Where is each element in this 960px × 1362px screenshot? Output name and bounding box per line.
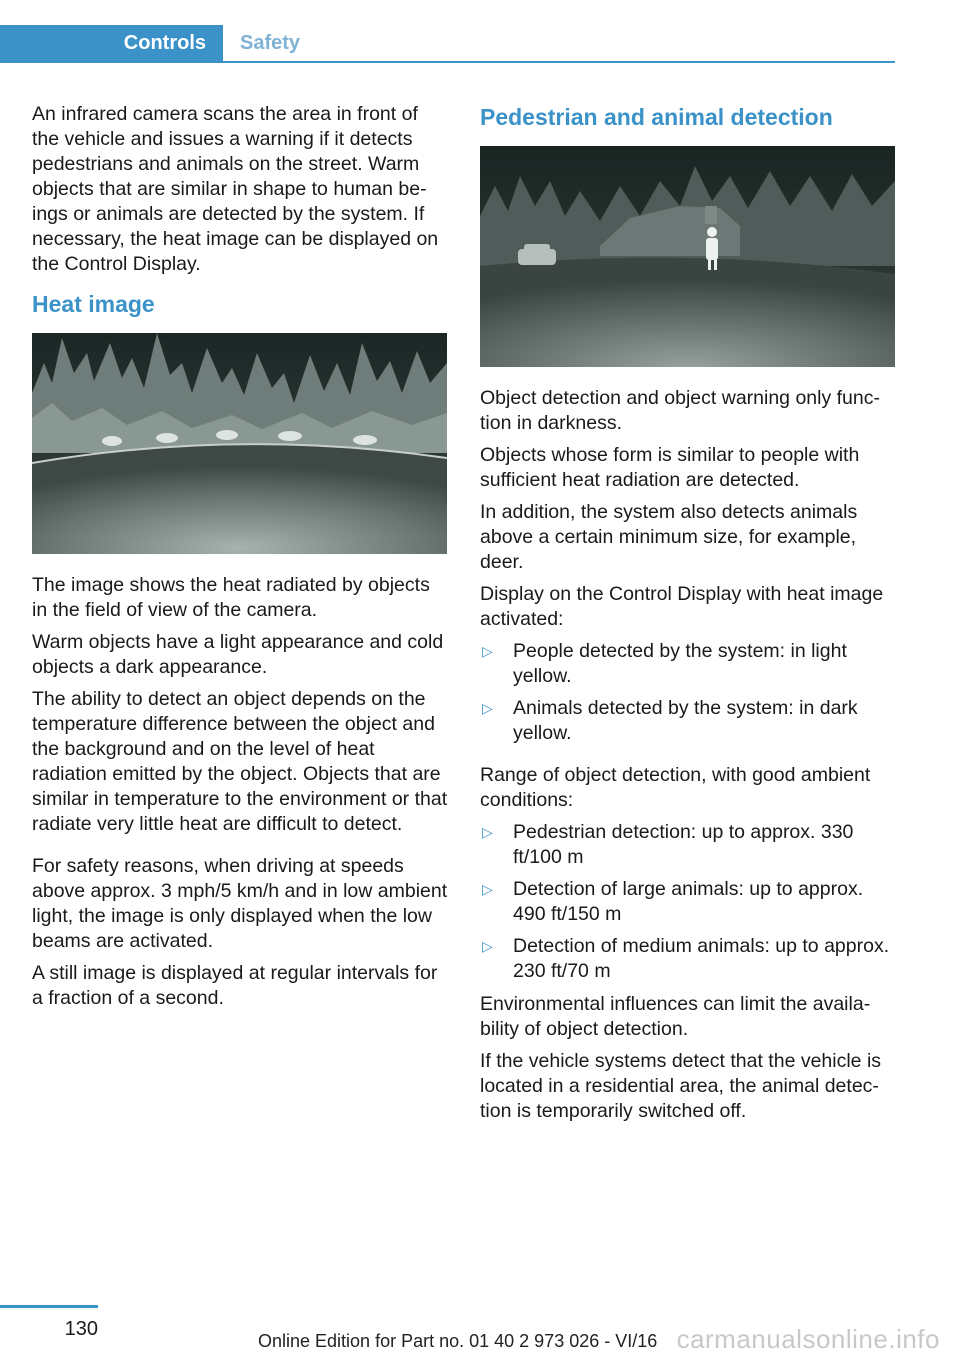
paragraph-1: Object detection and object warning only function in darkness.	[480, 387, 880, 434]
section-tab-bar	[0, 25, 895, 63]
list-item: ▷ Detection of large animals: up to approx. 490 ft/150 m	[482, 878, 864, 925]
closing-paragraph-2: If the vehicle systems detect that the vehicle is located in a residential area, the animal detection is temporarily switched off.	[480, 1050, 882, 1122]
intro-paragraph: An infrared camera scans the area in front of the vehicle and issues a warning if it detects pedestrians and animals on the street. Warm objects that are similar in shape to human beings or animals are detected by the system. If necessary, the heat image can be displayed on the Control Display.	[32, 103, 439, 275]
range-list	[480, 820, 896, 984]
heat-image-illustration	[32, 333, 447, 554]
paragraph-3: In addition, the system also detects animals above a certain minimum size, for example, deer.	[480, 501, 858, 573]
closing-paragraph-1: Environmental influences can limit the availability of object detection.	[480, 993, 871, 1040]
triangle-bullet-icon: ▷	[482, 824, 493, 840]
right-column	[480, 102, 896, 1131]
pedestrian-detection-illustration	[480, 146, 895, 367]
list-item: ▷ People detected by the system: in light yellow.	[482, 640, 847, 687]
page-number-rule	[0, 1305, 98, 1308]
triangle-bullet-icon: ▷	[482, 938, 493, 954]
heat-image-heading: Heat image	[32, 291, 155, 317]
display-list	[480, 639, 896, 746]
page-number: 130	[64, 1318, 98, 1340]
paragraph-4: Display on the Control Display with heat image activated:	[480, 583, 884, 630]
list-item: ▷ Pedestrian detection: up to approx. 330 ft/100 m	[482, 821, 854, 868]
tab-controls[interactable]: Controls	[0, 25, 223, 61]
list-item: ▷ Detection of medium animals: up to approx. 230 ft/70 m	[482, 935, 890, 982]
paragraph-3: The ability to detect an object depends on the temperature difference between the object and the background and on the level of heat radiation emitted by the object. Objects that are similar in temperature to the environment or that radiate very little heat are difficult to detect.	[32, 688, 448, 835]
paragraph-2: Objects whose form is similar to people with sufficient heat radiation are detected.	[480, 444, 860, 491]
paragraph-1: The image shows the heat radiated by objects in the field of view of the camera.	[32, 574, 430, 621]
triangle-bullet-icon: ▷	[482, 881, 493, 897]
footer-edition-text: Online Edition for Part no. 01 40 2 973 026 - VI/16	[258, 1331, 658, 1351]
triangle-bullet-icon: ▷	[482, 643, 493, 659]
range-intro: Range of object detection, with good ambient conditions:	[480, 764, 871, 811]
list-item: ▷ Animals detected by the system: in dark yellow.	[482, 697, 858, 744]
pedestrian-detection-heading: Pedestrian and animal detection	[480, 104, 833, 130]
paragraph-2: Warm objects have a light appearance and cold objects a dark appearance.	[32, 631, 444, 678]
paragraph-4: For safety reasons, when driving at speeds above approx. 3 mph/5 km/h and in low ambient light, the image is only displayed when the low beams are activated.	[32, 855, 448, 952]
left-column	[32, 102, 448, 1018]
tab-safety[interactable]: Safety	[240, 32, 301, 54]
paragraph-5: A still image is displayed at regular intervals for a fraction of a second.	[32, 962, 438, 1009]
watermark: carmanualsonline.info	[676, 1324, 940, 1354]
triangle-bullet-icon: ▷	[482, 700, 493, 716]
